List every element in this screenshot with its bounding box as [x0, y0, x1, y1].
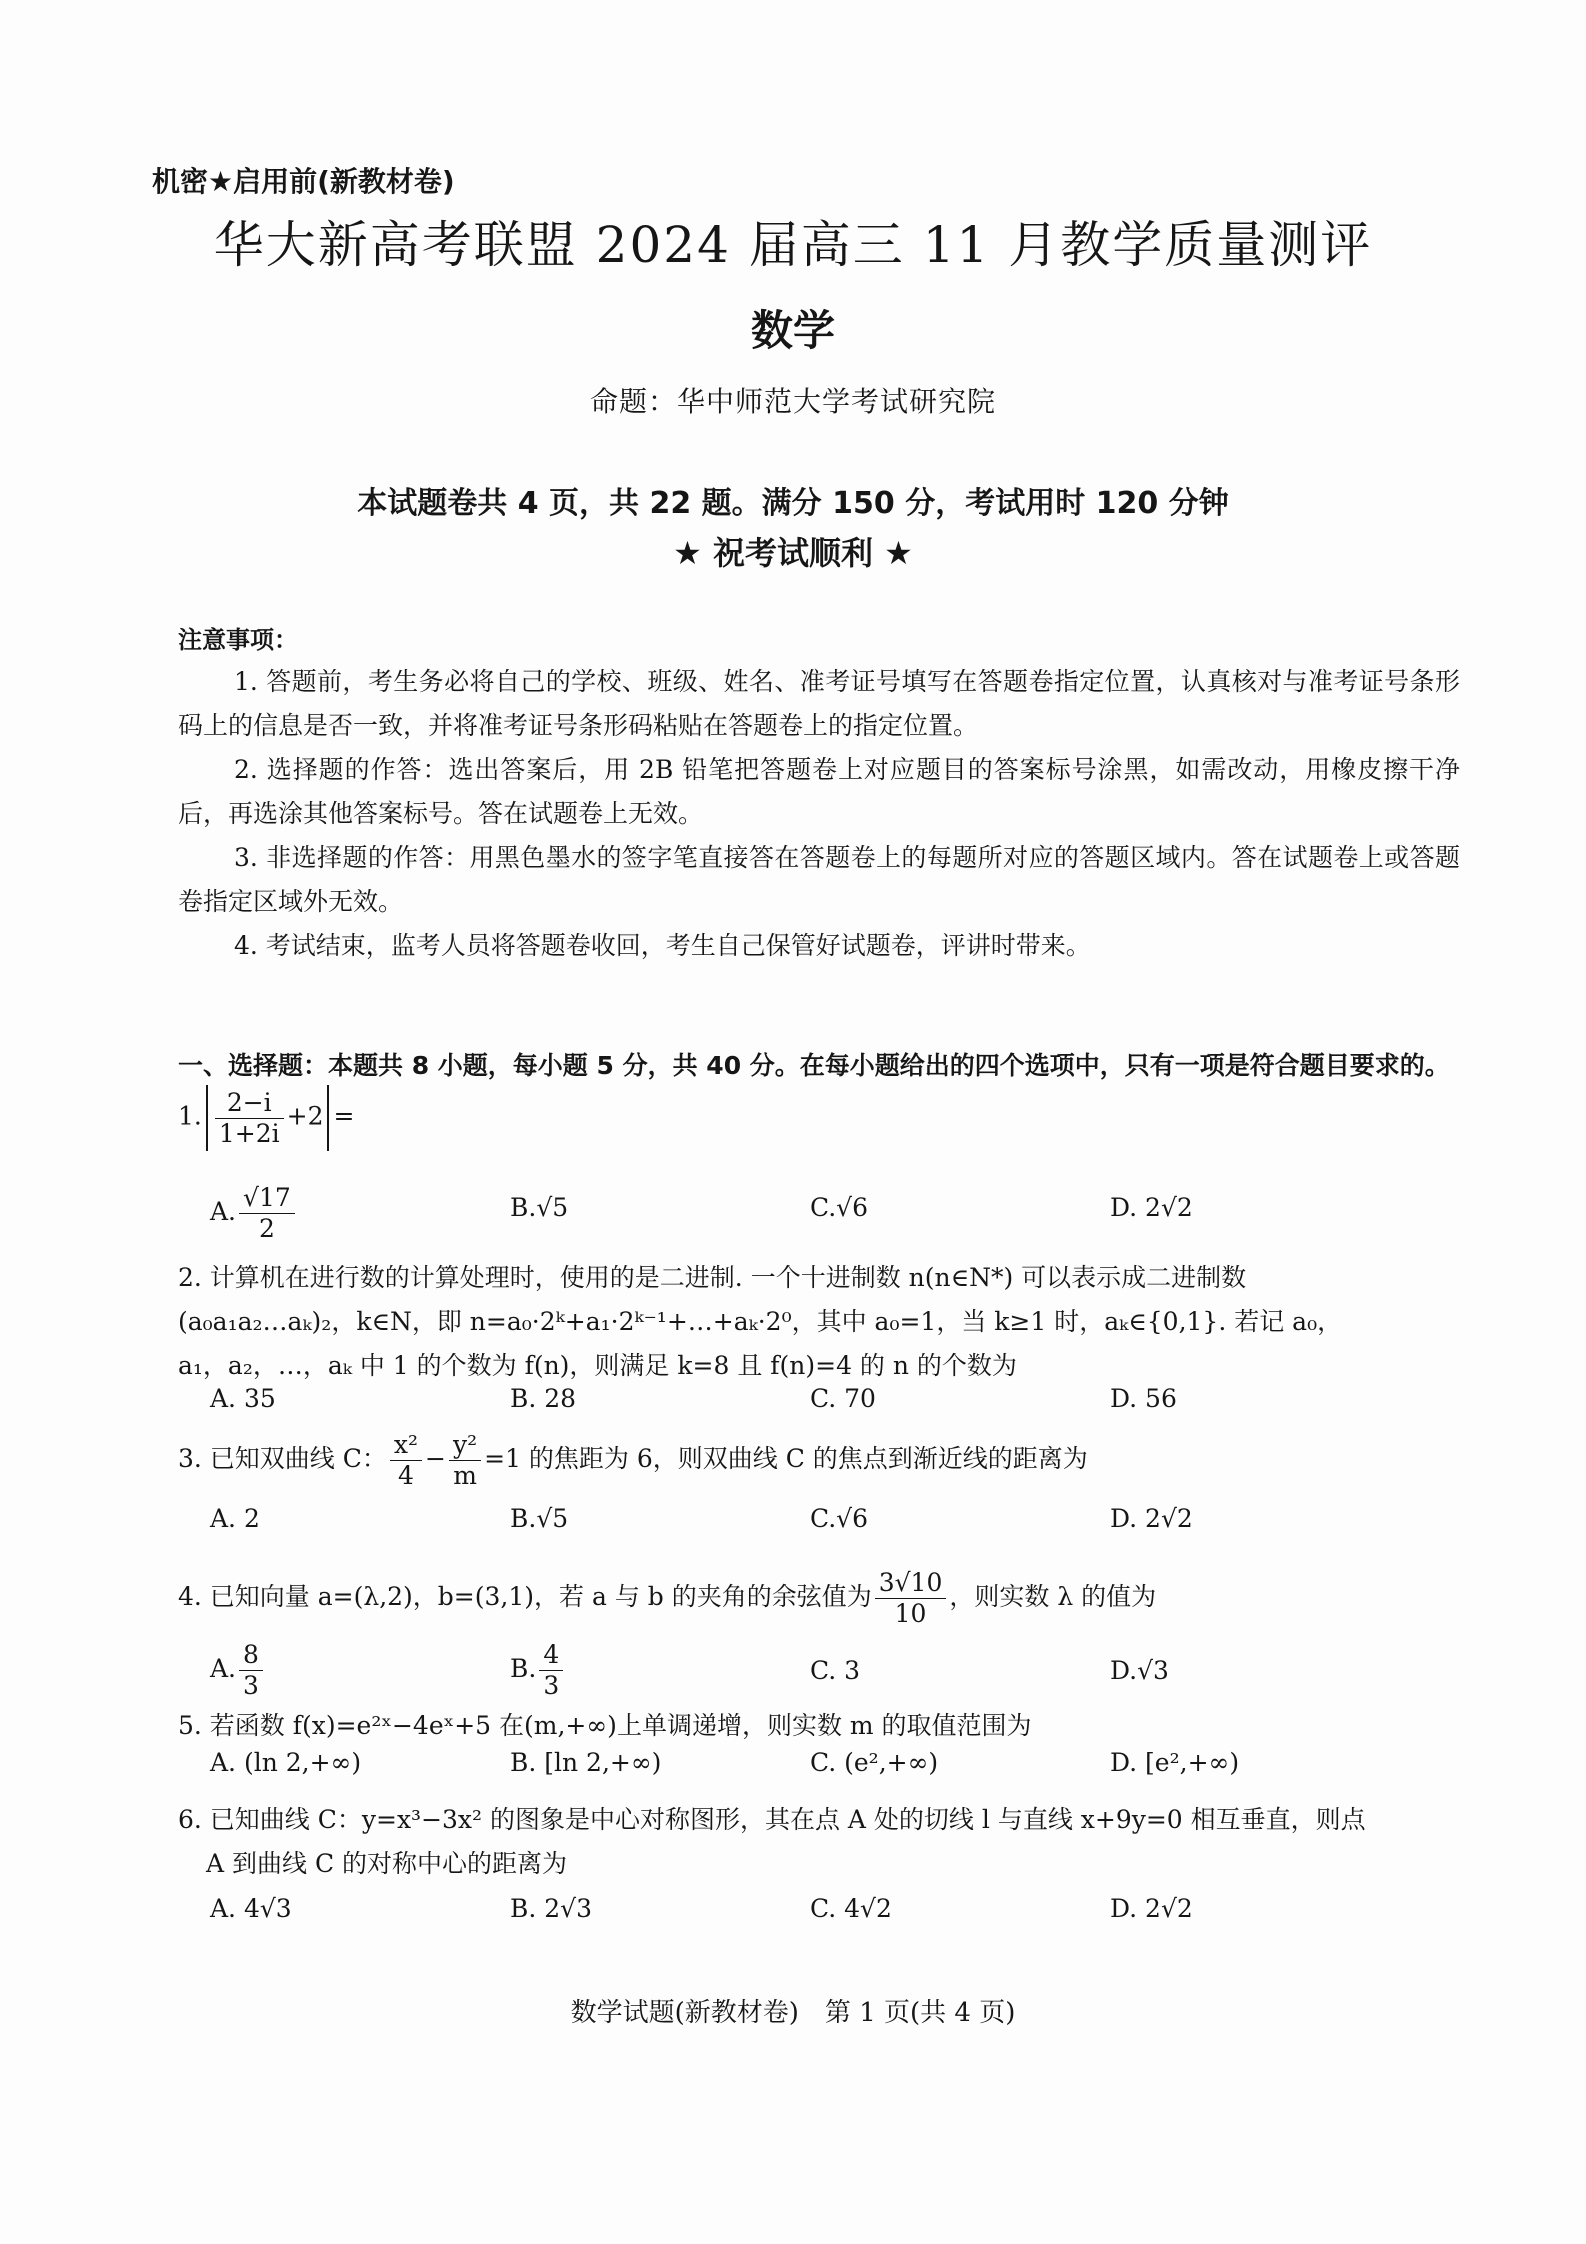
numerator: x²	[390, 1430, 422, 1461]
option-b: B. 28	[510, 1384, 577, 1413]
note-item: 2. 选择题的作答：选出答案后，用 2B 铅笔把答题卷上对应题目的答案标号涂黑，如需改动，用橡皮擦干净后，再选涂其他答案标号。答在试题卷上无效。	[178, 755, 1460, 828]
option-c: C.√6	[810, 1193, 869, 1222]
option-c: C. 3	[810, 1656, 861, 1685]
denominator: 1+2i	[218, 1118, 280, 1148]
options-4	[210, 1640, 1470, 1700]
fraction	[539, 1640, 563, 1701]
question-line: A 到曲线 C 的对称中心的距离为	[206, 1849, 568, 1878]
question-text: ，则实数 λ 的值为	[949, 1582, 1157, 1611]
question-number: 1.	[178, 1101, 202, 1131]
option-b: B.√5	[510, 1504, 569, 1533]
question-line: 5. 若函数 f(x)=e²ˣ−4eˣ+5 在(m,+∞)上单调递增，则实数 m 的取值范围为	[178, 1711, 1032, 1740]
page-footer: 数学试题(新教材卷) 第 1 页(共 4 页)	[570, 1998, 1016, 2028]
note-item: 1. 答题前，考生务必将自己的学校、班级、姓名、准考证号填写在答题卷指定位置，认真核对与准考证号条形码上的信息是否一致，并将准考证号条形码粘贴在答题卷上的指定位置。	[178, 667, 1460, 740]
option-b	[510, 1640, 566, 1701]
option-c: C. 70	[810, 1384, 876, 1413]
abs-bar	[327, 1085, 329, 1151]
option-label: A.	[210, 1654, 237, 1683]
option-a	[210, 1640, 266, 1701]
fraction	[390, 1430, 422, 1491]
author-line: 命题：华中师范大学考试研究院	[589, 385, 996, 418]
question-3	[178, 1430, 1468, 1491]
denominator: m	[453, 1461, 477, 1490]
options-1	[210, 1183, 1470, 1243]
option-d: D.√3	[1110, 1656, 1169, 1685]
denominator: 3	[243, 1671, 259, 1700]
fraction	[449, 1430, 481, 1491]
option-b: B. [ln 2,+∞)	[510, 1748, 662, 1777]
option-b: B. 2√3	[510, 1894, 593, 1923]
section-heading: 一、选择题：本题共 8 小题，每小题 5 分，共 40 分。在每小题给出的四个选项中，只有一项是符合题目要求的。	[178, 1051, 1450, 1080]
equals: =	[333, 1101, 355, 1131]
fraction	[239, 1183, 295, 1244]
option-a	[210, 1183, 298, 1244]
option-c: C. (e²,+∞)	[810, 1748, 939, 1777]
question-line: (a₀a₁a₂…aₖ)₂，k∈N，即 n=a₀·2ᵏ+a₁·2ᵏ⁻¹+…+aₖ·2⁰，其中 a₀=1，当 k≥1 时，aₖ∈{0,1}. 若记 a₀，	[178, 1307, 1343, 1336]
denominator: 10	[894, 1599, 927, 1628]
option-d: D. [e²,+∞)	[1110, 1748, 1240, 1777]
abs-bar	[206, 1085, 208, 1151]
notes-title: 注意事项：	[178, 626, 298, 654]
numerator: √17	[239, 1183, 295, 1214]
question-2	[178, 1256, 1468, 1388]
question-line: 2. 计算机在进行数的计算处理时，使用的是二进制. 一个十进制数 n(n∈N*) 可以表示成二进制数	[178, 1263, 1247, 1292]
question-text: =1 的焦距为 6，则双曲线 C 的焦点到渐近线的距离为	[484, 1444, 1088, 1473]
option-b: B.√5	[510, 1193, 569, 1222]
options-5	[210, 1748, 1470, 1792]
option-d: D. 56	[1110, 1384, 1177, 1413]
note-item: 3. 非选择题的作答：用黑色墨水的签字笔直接答在答题卷上的每题所对应的答题区域内。答在试题卷上或答题卷指定区域外无效。	[178, 843, 1460, 916]
option-label: A.	[210, 1197, 237, 1226]
exam-title: 华大新高考联盟 2024 届高三 11 月教学质量测评	[213, 216, 1373, 274]
option-d: D. 2√2	[1110, 1193, 1193, 1222]
option-d: D. 2√2	[1110, 1504, 1193, 1533]
option-label: B.	[510, 1654, 537, 1683]
question-6	[178, 1798, 1468, 1886]
question-1	[178, 1085, 1468, 1151]
question-text: 3. 已知双曲线 C：	[178, 1444, 387, 1473]
question-line: 6. 已知曲线 C：y=x³−3x² 的图象是中心对称图形，其在点 A 处的切线 l 与直线 x+9y=0 相互垂直，则点	[178, 1805, 1366, 1834]
numerator: 4	[539, 1640, 563, 1671]
notes-list	[178, 660, 1460, 968]
option-d: D. 2√2	[1110, 1894, 1193, 1923]
options-2	[210, 1384, 1470, 1428]
numerator: 2−i	[215, 1088, 284, 1119]
option-a: A. (ln 2,+∞)	[210, 1748, 362, 1777]
question-4	[178, 1568, 1468, 1629]
option-c: C.√6	[810, 1504, 869, 1533]
fraction	[875, 1568, 947, 1629]
fraction	[239, 1640, 263, 1701]
denominator: 4	[398, 1461, 414, 1490]
note-item: 4. 考试结束，监考人员将答题卷收回，考生自己保管好试题卷，评讲时带来。	[234, 931, 1091, 960]
options-3	[210, 1504, 1470, 1548]
subject-title: 数学	[750, 306, 835, 355]
option-c: C. 4√2	[810, 1894, 892, 1923]
good-luck-banner: ★ 祝考试顺利 ★	[673, 534, 913, 572]
denominator: 2	[258, 1214, 275, 1243]
fraction	[215, 1088, 284, 1149]
option-a: A. 2	[210, 1504, 260, 1533]
numerator: y²	[449, 1430, 481, 1461]
confidential-label: 机密★启用前(新教材卷)	[152, 165, 455, 198]
denominator: 3	[543, 1671, 560, 1700]
question-5	[178, 1704, 1468, 1748]
option-a: A. 4√3	[210, 1894, 292, 1923]
paper-info: 本试题卷共 4 页，共 22 题。满分 150 分，考试用时 120 分钟	[357, 486, 1229, 521]
options-6	[210, 1894, 1470, 1938]
question-text: 4. 已知向量 a=(λ,2)，b=(3,1)，若 a 与 b 的夹角的余弦值为	[178, 1582, 872, 1611]
numerator: 8	[239, 1640, 263, 1671]
option-a: A. 35	[210, 1384, 276, 1413]
term: +2	[286, 1101, 324, 1131]
question-line: a₁，a₂，…，aₖ 中 1 的个数为 f(n)，则满足 k=8 且 f(n)=4 的 n 的个数为	[178, 1351, 1017, 1380]
numerator: 3√10	[875, 1568, 947, 1599]
operator: −	[425, 1444, 446, 1473]
